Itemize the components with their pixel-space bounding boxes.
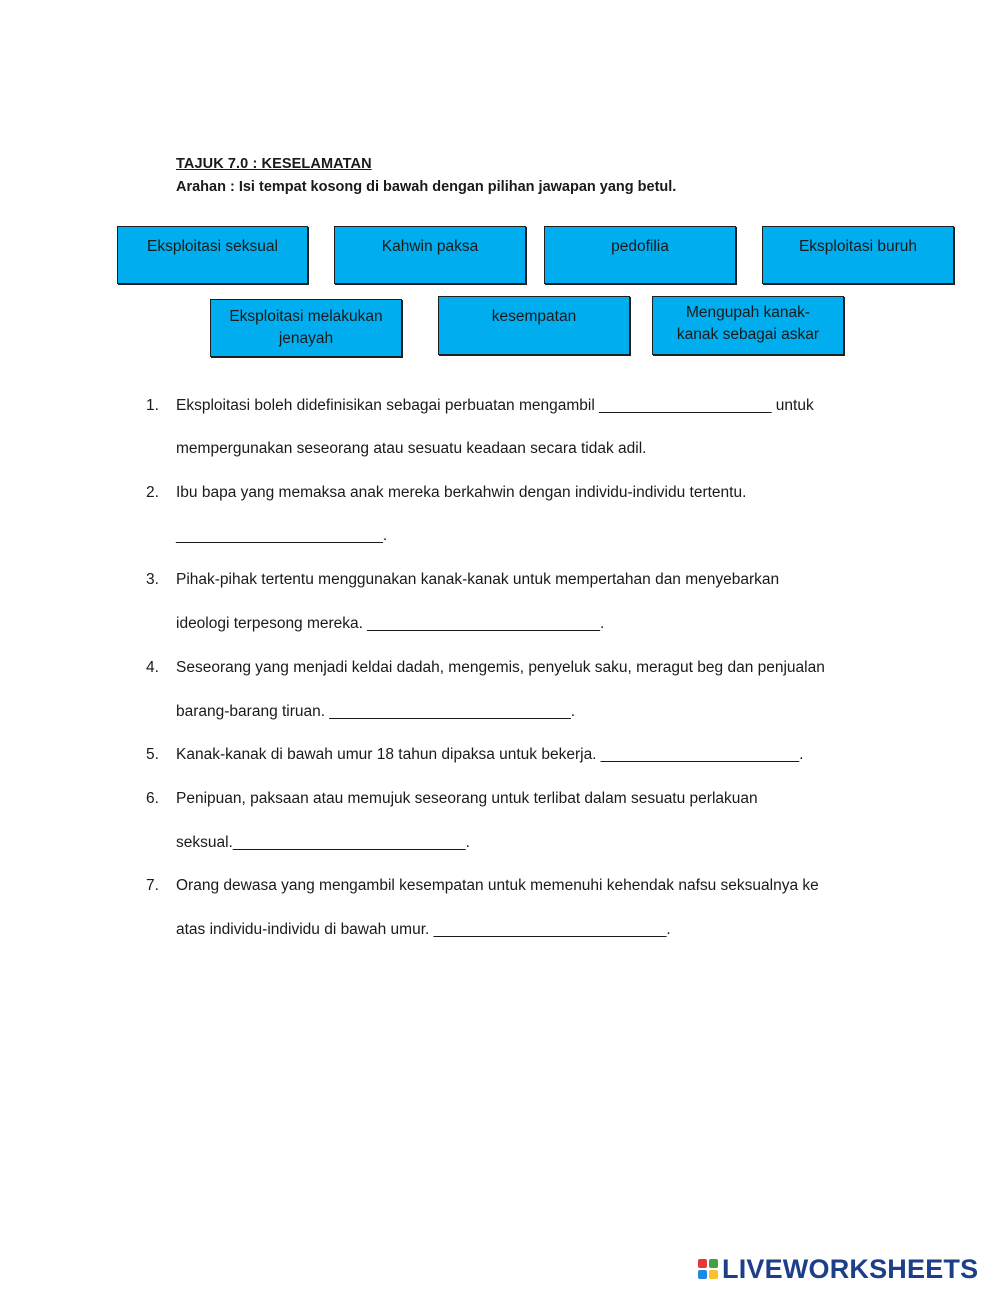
worksheet-title: TAJUK 7.0 : KESELAMATAN xyxy=(176,156,372,172)
option-label-line: Eksploitasi melakukan xyxy=(229,308,383,325)
option-label: Kahwin paksa xyxy=(381,238,479,255)
question-text: Orang dewasa yang mengambil kesempatan untuk memenuhi kehendak nafsu seksualnya ke xyxy=(176,877,819,894)
worksheet-instruction: Arahan : Isi tempat kosong di bawah dengan pilihan jawapan yang betul. xyxy=(176,179,677,195)
question-text[interactable]: ideologi terpesong mereka. ___________________________. xyxy=(176,615,605,632)
question-text: Ibu bapa yang memaksa anak mereka berkahwin dengan individu-individu tertentu. xyxy=(176,484,747,501)
option-pedofilia[interactable] xyxy=(544,226,736,284)
option-label: Eksploitasi seksual xyxy=(147,238,278,255)
option-eksploitasi-melakukan-jenayah[interactable] xyxy=(210,299,402,357)
option-label xyxy=(229,306,382,350)
option-label-line: kanak sebagai askar xyxy=(676,326,820,343)
option-kahwin-paksa[interactable] xyxy=(334,226,526,284)
option-label: kesempatan xyxy=(491,308,577,325)
logo-text: LIVEWORKSHEETS xyxy=(722,1253,979,1284)
question-number: 7. xyxy=(146,877,159,894)
liveworksheets-logo xyxy=(698,1253,978,1285)
question-text[interactable]: seksual.___________________________. xyxy=(176,834,470,851)
option-label: pedofilia xyxy=(611,238,669,255)
option-label-line: jenayah xyxy=(278,330,334,347)
question-text: Seseorang yang menjadi keldai dadah, mengemis, penyeluk saku, meragut beg dan penjualan xyxy=(176,659,825,676)
question-number: 1. xyxy=(146,397,159,414)
option-mengupah-kanak-kanak-sebagai-askar[interactable] xyxy=(652,296,844,355)
question-number: 5. xyxy=(146,746,159,763)
question-text: Penipuan, paksaan atau memujuk seseorang untuk terlibat dalam sesuatu perlakuan xyxy=(176,790,758,807)
question-number: 4. xyxy=(146,659,159,676)
option-kesempatan[interactable] xyxy=(438,296,630,355)
answer-blank[interactable]: ________________________. xyxy=(176,527,388,544)
option-label: Eksploitasi buruh xyxy=(798,238,918,255)
option-label-line: Mengupah kanak- xyxy=(685,304,811,321)
liveworksheets-grid-icon xyxy=(698,1259,718,1279)
question-number: 2. xyxy=(146,484,159,501)
option-eksploitasi-buruh[interactable] xyxy=(762,226,954,284)
question-text: mempergunakan seseorang atau sesuatu keadaan secara tidak adil. xyxy=(176,440,647,457)
option-eksploitasi-seksual[interactable] xyxy=(117,226,308,284)
question-number: 3. xyxy=(146,571,159,588)
question-number: 6. xyxy=(146,790,159,807)
question-text[interactable]: Kanak-kanak di bawah umur 18 tahun dipaksa untuk bekerja. _______________________. xyxy=(176,746,804,763)
question-text: Eksploitasi boleh didefinisikan sebagai perbuatan mengambil ____________________ untuk xyxy=(176,397,814,414)
question-text[interactable]: barang-barang tiruan. ____________________________. xyxy=(176,703,576,720)
option-label xyxy=(677,302,819,346)
question-text[interactable]: atas individu-individu di bawah umur. ___________________________. xyxy=(176,921,671,938)
question-text: Pihak-pihak tertentu menggunakan kanak-kanak untuk mempertahan dan menyebarkan xyxy=(176,571,780,588)
